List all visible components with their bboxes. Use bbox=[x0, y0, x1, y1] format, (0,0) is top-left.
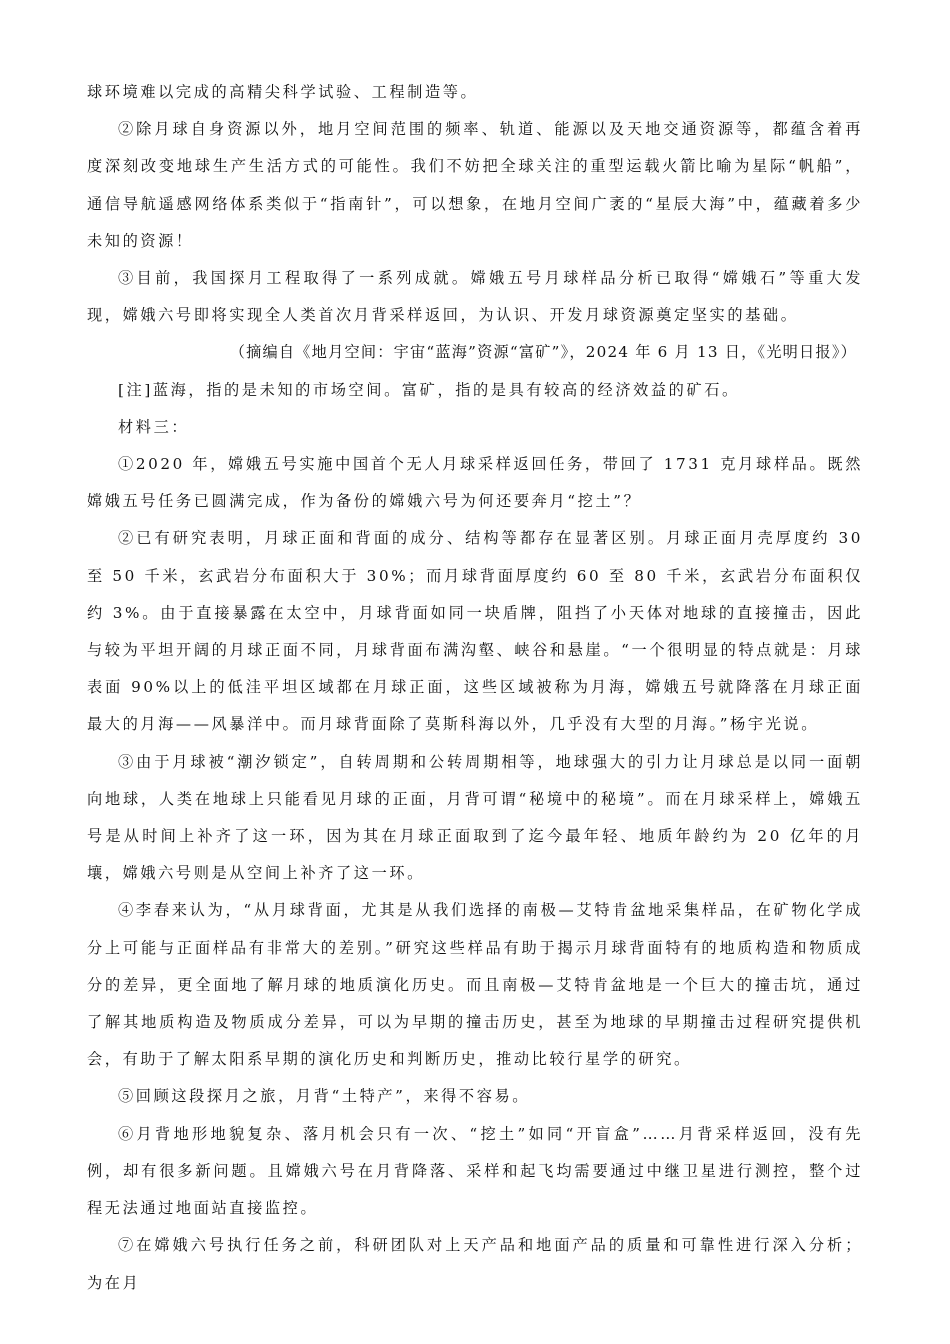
paragraph-material3-6: ⑥月背地形地貌复杂、落月机会只有一次、“挖土”如同“开盲盒”……月背采样返回，没有先例，却有很多新问题。且嫦娥六号在月背降落、采样和起飞均需要通过中继卫星进行测控，整个过程无法通过地面站直接监控。 bbox=[87, 1124, 863, 1218]
paragraph-material2-3: ③目前，我国探月工程取得了一系列成就。嫦娥五号月球样品分析已取得“嫦娥石”等重大发现，嫦娥六号即将实现全人类首次月背采样返回，为认识、开发月球资源奠定坚实的基础。 bbox=[87, 269, 863, 325]
paragraph-continued: 球环境难以完成的高精尖科学试验、工程制造等。 bbox=[87, 83, 479, 101]
paragraph-material3-1: ①2020 年，嫦娥五号实施中国首个无人月球采样返回任务，带回了 1731 克月球样品。既然嫦娥五号任务已圆满完成，作为备份的嫦娥六号为何还要奔月“挖土”？ bbox=[87, 455, 863, 511]
source-citation: （摘编自《地月空间：宇宙“蓝海”资源“富矿”》，2024 年 6 月 13 日，《光明日报》） bbox=[229, 343, 857, 362]
material3-heading: 材料三： bbox=[118, 417, 190, 436]
paragraph-material3-3: ③由于月球被“潮汐锁定”，自转周期和公转周期相等，地球强大的引力让月球总是以同一面朝向地球，人类在地球上只能看见月球的正面，月背可谓“秘境中的秘境”。而在月球采样上，嫦娥五号是从时间上补齐了这一环，因为其在月球正面取到了迄今最年轻、地质年龄约为 20 亿年的月壤，嫦娥六号则是从空间上补齐了这一环。 bbox=[87, 752, 863, 883]
paragraph-material3-5: ⑤回顾这段探月之旅，月背“土特产”，来得不容易。 bbox=[118, 1087, 531, 1106]
footnote: [注]蓝海，指的是未知的市场空间。富矿，指的是具有较高的经济效益的矿石。 bbox=[118, 380, 740, 399]
paragraph-material3-2: ②已有研究表明，月球正面和背面的成分、结构等都存在显著区别。月球正面月壳厚度约 30 至 50 千米，玄武岩分布面积大于 30%；而月球背面厚度约 60 至 80 千米，玄武岩分布面积仅约 3%。由于直接暴露在太空中，月球背面如同一块盾牌，阻挡了小天体对地球的直接撞击，因此与较为平坦开阔的月球正面不同，月球背面布满沟壑、峡谷和悬崖。“一个很明显的特点就是：月球表面 90%以上的低洼平坦区域都在月球正面，这些区域被称为月海，嫦娥五号就降落在月球正面最大的月海——风暴洋中。而月球背面除了莫斯科海以外，几乎没有大型的月海。”杨宇光说。 bbox=[87, 529, 863, 734]
paragraph-material2-2: ②除月球自身资源以外，地月空间范围的频率、轨道、能源以及天地交通资源等，都蕴含着再度深刻改变地球生产生活方式的可能性。我们不妨把全球关注的重型运载火箭比喻为星际“帆船”，通信导航遥感网络体系类似于“指南针”，可以想象，在地月空间广袤的“星辰大海”中，蕴藏着多少未知的资源！ bbox=[87, 120, 863, 250]
paragraph-material3-4: ④李春来认为，“从月球背面，尤其是从我们选择的南极—艾特肯盆地采集样品，在矿物化学成分上可能与正面样品有非常大的差别。”研究这些样品有助于揭示月球背面特有的地质构造和物质成分的差异，更全面地了解月球的地质演化历史。而且南极—艾特肯盆地是一个巨大的撞击坑，通过了解其地质构造及物质成分差异，可以为早期的撞击历史，甚至为地球的早期撞击过程研究提供机会，有助于了解太阳系早期的演化历史和判断历史，推动比较行星学的研究。 bbox=[87, 901, 863, 1069]
document-page bbox=[87, 74, 863, 1302]
paragraph-material3-7: ⑦在嫦娥六号执行任务之前，科研团队对上天产品和地面产品的质量和可靠性进行深入分析；为在月 bbox=[87, 1236, 863, 1292]
